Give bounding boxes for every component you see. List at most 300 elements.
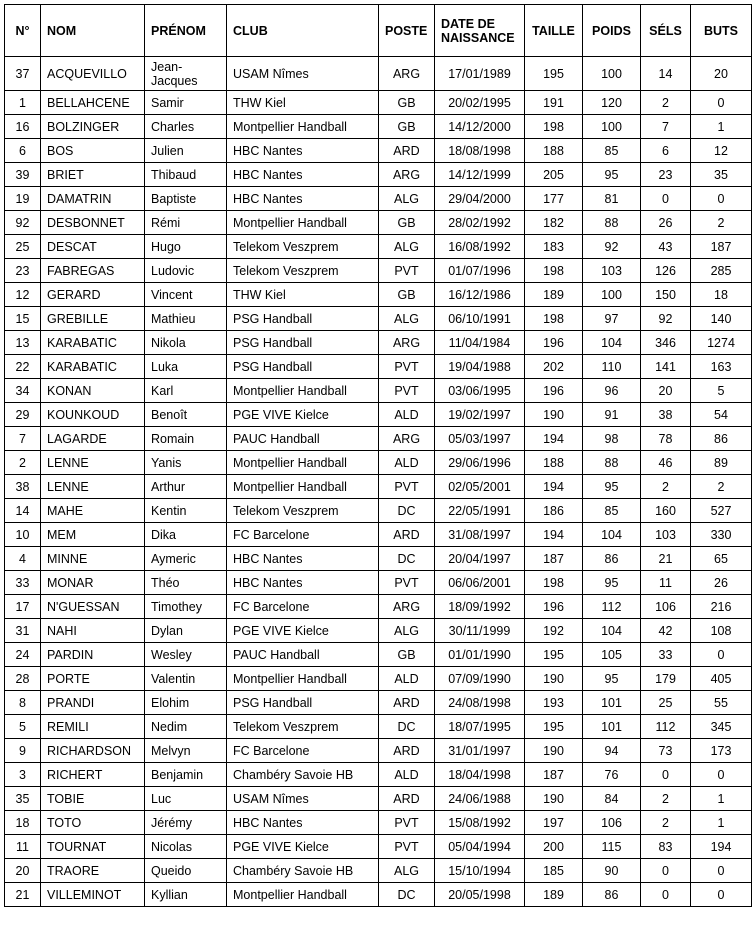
table-row xyxy=(5,739,752,763)
cell-sels: 11 xyxy=(641,571,691,595)
cell-date-naissance: 01/01/1990 xyxy=(435,643,525,667)
cell-buts: 0 xyxy=(691,643,752,667)
cell-buts: 108 xyxy=(691,619,752,643)
cell-club: HBC Nantes xyxy=(227,187,379,211)
table-row xyxy=(5,763,752,787)
table-row xyxy=(5,619,752,643)
table-row xyxy=(5,595,752,619)
table-row xyxy=(5,331,752,355)
cell-nom: MINNE xyxy=(41,547,145,571)
cell-poste: GB xyxy=(379,91,435,115)
cell-nom: DAMATRIN xyxy=(41,187,145,211)
cell-nom: KARABATIC xyxy=(41,331,145,355)
cell-number: 25 xyxy=(5,235,41,259)
cell-date-naissance: 16/12/1986 xyxy=(435,283,525,307)
cell-buts: 0 xyxy=(691,91,752,115)
cell-buts: 20 xyxy=(691,57,752,91)
cell-nom: MEM xyxy=(41,523,145,547)
cell-poste: GB xyxy=(379,283,435,307)
cell-poste: ALG xyxy=(379,235,435,259)
cell-sels: 103 xyxy=(641,523,691,547)
cell-taille: 196 xyxy=(525,331,583,355)
cell-sels: 83 xyxy=(641,835,691,859)
cell-taille: 188 xyxy=(525,139,583,163)
table-row xyxy=(5,57,752,91)
cell-date-naissance: 29/04/2000 xyxy=(435,187,525,211)
table-row xyxy=(5,691,752,715)
cell-nom: N'GUESSAN xyxy=(41,595,145,619)
cell-nom: GREBILLE xyxy=(41,307,145,331)
cell-taille: 202 xyxy=(525,355,583,379)
cell-buts: 345 xyxy=(691,715,752,739)
cell-buts: 35 xyxy=(691,163,752,187)
cell-poste: PVT xyxy=(379,355,435,379)
cell-taille: 182 xyxy=(525,211,583,235)
cell-poids: 110 xyxy=(583,355,641,379)
cell-club: Chambéry Savoie HB xyxy=(227,859,379,883)
cell-buts: 163 xyxy=(691,355,752,379)
header-sels: SÉLS xyxy=(641,5,691,57)
cell-club: Montpellier Handball xyxy=(227,211,379,235)
cell-poids: 88 xyxy=(583,451,641,475)
cell-prenom: Valentin xyxy=(145,667,227,691)
cell-date-naissance: 19/04/1988 xyxy=(435,355,525,379)
header-number: N° xyxy=(5,5,41,57)
table-row xyxy=(5,451,752,475)
cell-date-naissance: 16/08/1992 xyxy=(435,235,525,259)
cell-buts: 285 xyxy=(691,259,752,283)
cell-club: PSG Handball xyxy=(227,307,379,331)
cell-number: 92 xyxy=(5,211,41,235)
cell-sels: 73 xyxy=(641,739,691,763)
table-row xyxy=(5,499,752,523)
cell-poids: 97 xyxy=(583,307,641,331)
cell-nom: KARABATIC xyxy=(41,355,145,379)
table-row xyxy=(5,187,752,211)
cell-poste: GB xyxy=(379,115,435,139)
table-row xyxy=(5,571,752,595)
cell-club: PGE VIVE Kielce xyxy=(227,619,379,643)
cell-taille: 198 xyxy=(525,259,583,283)
cell-number: 1 xyxy=(5,91,41,115)
cell-taille: 183 xyxy=(525,235,583,259)
cell-poste: ARG xyxy=(379,163,435,187)
table-row xyxy=(5,859,752,883)
cell-buts: 86 xyxy=(691,427,752,451)
cell-prenom: Aymeric xyxy=(145,547,227,571)
cell-sels: 112 xyxy=(641,715,691,739)
cell-sels: 14 xyxy=(641,57,691,91)
cell-nom: TOBIE xyxy=(41,787,145,811)
cell-prenom: Benoît xyxy=(145,403,227,427)
cell-number: 35 xyxy=(5,787,41,811)
cell-nom: BELLAHCENE xyxy=(41,91,145,115)
cell-nom: TOURNAT xyxy=(41,835,145,859)
cell-prenom: Jean-Jacques xyxy=(145,57,227,91)
cell-club: PGE VIVE Kielce xyxy=(227,835,379,859)
table-row xyxy=(5,835,752,859)
table-row xyxy=(5,139,752,163)
cell-poids: 101 xyxy=(583,691,641,715)
cell-club: Montpellier Handball xyxy=(227,115,379,139)
table-row xyxy=(5,883,752,907)
cell-prenom: Samir xyxy=(145,91,227,115)
cell-buts: 18 xyxy=(691,283,752,307)
cell-sels: 126 xyxy=(641,259,691,283)
cell-nom: KOUNKOUD xyxy=(41,403,145,427)
cell-poste: ARD xyxy=(379,691,435,715)
cell-poste: ARD xyxy=(379,787,435,811)
cell-date-naissance: 11/04/1984 xyxy=(435,331,525,355)
cell-poids: 81 xyxy=(583,187,641,211)
cell-number: 24 xyxy=(5,643,41,667)
cell-nom: FABREGAS xyxy=(41,259,145,283)
cell-poste: ALD xyxy=(379,451,435,475)
cell-sels: 150 xyxy=(641,283,691,307)
cell-taille: 194 xyxy=(525,523,583,547)
cell-buts: 0 xyxy=(691,763,752,787)
cell-club: Montpellier Handball xyxy=(227,379,379,403)
cell-poste: ALG xyxy=(379,859,435,883)
table-row xyxy=(5,163,752,187)
cell-sels: 33 xyxy=(641,643,691,667)
cell-number: 10 xyxy=(5,523,41,547)
header-club: CLUB xyxy=(227,5,379,57)
cell-number: 21 xyxy=(5,883,41,907)
cell-buts: 173 xyxy=(691,739,752,763)
cell-poids: 115 xyxy=(583,835,641,859)
cell-prenom: Vincent xyxy=(145,283,227,307)
cell-club: Chambéry Savoie HB xyxy=(227,763,379,787)
cell-taille: 189 xyxy=(525,283,583,307)
table-row xyxy=(5,115,752,139)
table-row xyxy=(5,259,752,283)
cell-poids: 105 xyxy=(583,643,641,667)
cell-number: 31 xyxy=(5,619,41,643)
cell-taille: 187 xyxy=(525,547,583,571)
cell-number: 11 xyxy=(5,835,41,859)
cell-club: USAM Nîmes xyxy=(227,57,379,91)
cell-buts: 187 xyxy=(691,235,752,259)
table-row xyxy=(5,379,752,403)
cell-sels: 78 xyxy=(641,427,691,451)
cell-prenom: Timothey xyxy=(145,595,227,619)
header-date-naissance: DATE DE NAISSANCE xyxy=(435,5,525,57)
cell-prenom: Romain xyxy=(145,427,227,451)
table-row xyxy=(5,523,752,547)
cell-sels: 2 xyxy=(641,91,691,115)
cell-poste: ALD xyxy=(379,667,435,691)
cell-number: 6 xyxy=(5,139,41,163)
cell-nom: DESBONNET xyxy=(41,211,145,235)
header-row xyxy=(5,5,752,57)
cell-date-naissance: 20/04/1997 xyxy=(435,547,525,571)
cell-poste: ARD xyxy=(379,139,435,163)
cell-date-naissance: 18/07/1995 xyxy=(435,715,525,739)
cell-poste: GB xyxy=(379,643,435,667)
cell-taille: 188 xyxy=(525,451,583,475)
cell-taille: 200 xyxy=(525,835,583,859)
cell-poids: 85 xyxy=(583,139,641,163)
cell-club: PGE VIVE Kielce xyxy=(227,403,379,427)
cell-taille: 187 xyxy=(525,763,583,787)
cell-prenom: Baptiste xyxy=(145,187,227,211)
cell-sels: 0 xyxy=(641,763,691,787)
cell-prenom: Kentin xyxy=(145,499,227,523)
cell-sels: 2 xyxy=(641,787,691,811)
cell-sels: 179 xyxy=(641,667,691,691)
cell-number: 7 xyxy=(5,427,41,451)
cell-club: Montpellier Handball xyxy=(227,451,379,475)
cell-poids: 86 xyxy=(583,547,641,571)
cell-number: 17 xyxy=(5,595,41,619)
cell-taille: 195 xyxy=(525,643,583,667)
cell-poids: 90 xyxy=(583,859,641,883)
cell-sels: 6 xyxy=(641,139,691,163)
cell-prenom: Théo xyxy=(145,571,227,595)
cell-sels: 7 xyxy=(641,115,691,139)
cell-prenom: Thibaud xyxy=(145,163,227,187)
cell-poids: 98 xyxy=(583,427,641,451)
cell-taille: 198 xyxy=(525,571,583,595)
cell-taille: 190 xyxy=(525,667,583,691)
table-row xyxy=(5,787,752,811)
cell-number: 34 xyxy=(5,379,41,403)
cell-taille: 190 xyxy=(525,787,583,811)
cell-prenom: Yanis xyxy=(145,451,227,475)
cell-date-naissance: 15/10/1994 xyxy=(435,859,525,883)
cell-number: 22 xyxy=(5,355,41,379)
header-poids: POIDS xyxy=(583,5,641,57)
cell-poids: 95 xyxy=(583,475,641,499)
header-poste: POSTE xyxy=(379,5,435,57)
cell-poids: 95 xyxy=(583,163,641,187)
cell-poids: 100 xyxy=(583,115,641,139)
cell-poste: PVT xyxy=(379,835,435,859)
cell-club: Montpellier Handball xyxy=(227,475,379,499)
cell-number: 19 xyxy=(5,187,41,211)
cell-buts: 65 xyxy=(691,547,752,571)
cell-date-naissance: 03/06/1995 xyxy=(435,379,525,403)
cell-poids: 95 xyxy=(583,667,641,691)
cell-taille: 194 xyxy=(525,427,583,451)
cell-date-naissance: 18/08/1998 xyxy=(435,139,525,163)
cell-date-naissance: 30/11/1999 xyxy=(435,619,525,643)
cell-taille: 192 xyxy=(525,619,583,643)
cell-taille: 186 xyxy=(525,499,583,523)
cell-poste: PVT xyxy=(379,379,435,403)
cell-taille: 177 xyxy=(525,187,583,211)
cell-club: PSG Handball xyxy=(227,355,379,379)
cell-poste: GB xyxy=(379,211,435,235)
cell-club: Telekom Veszprem xyxy=(227,715,379,739)
cell-date-naissance: 19/02/1997 xyxy=(435,403,525,427)
cell-prenom: Benjamin xyxy=(145,763,227,787)
cell-taille: 190 xyxy=(525,739,583,763)
cell-date-naissance: 31/01/1997 xyxy=(435,739,525,763)
cell-number: 9 xyxy=(5,739,41,763)
cell-prenom: Nicolas xyxy=(145,835,227,859)
cell-number: 14 xyxy=(5,499,41,523)
cell-nom: DESCAT xyxy=(41,235,145,259)
cell-sels: 26 xyxy=(641,211,691,235)
table-body xyxy=(5,57,752,907)
cell-poids: 94 xyxy=(583,739,641,763)
cell-date-naissance: 29/06/1996 xyxy=(435,451,525,475)
table-row xyxy=(5,715,752,739)
cell-poids: 91 xyxy=(583,403,641,427)
cell-prenom: Karl xyxy=(145,379,227,403)
cell-buts: 2 xyxy=(691,475,752,499)
cell-taille: 195 xyxy=(525,57,583,91)
cell-poids: 104 xyxy=(583,523,641,547)
cell-buts: 0 xyxy=(691,859,752,883)
cell-number: 5 xyxy=(5,715,41,739)
cell-poids: 95 xyxy=(583,571,641,595)
cell-club: USAM Nîmes xyxy=(227,787,379,811)
cell-club: HBC Nantes xyxy=(227,571,379,595)
cell-club: Telekom Veszprem xyxy=(227,259,379,283)
cell-poids: 106 xyxy=(583,811,641,835)
cell-poste: ALG xyxy=(379,187,435,211)
cell-poste: PVT xyxy=(379,475,435,499)
cell-poids: 100 xyxy=(583,283,641,307)
cell-club: FC Barcelone xyxy=(227,523,379,547)
cell-buts: 216 xyxy=(691,595,752,619)
cell-sels: 20 xyxy=(641,379,691,403)
cell-club: PSG Handball xyxy=(227,691,379,715)
cell-club: Montpellier Handball xyxy=(227,667,379,691)
cell-number: 13 xyxy=(5,331,41,355)
cell-nom: NAHI xyxy=(41,619,145,643)
cell-club: Telekom Veszprem xyxy=(227,235,379,259)
cell-club: THW Kiel xyxy=(227,91,379,115)
cell-sels: 92 xyxy=(641,307,691,331)
cell-number: 15 xyxy=(5,307,41,331)
cell-prenom: Dika xyxy=(145,523,227,547)
cell-buts: 1274 xyxy=(691,331,752,355)
cell-buts: 12 xyxy=(691,139,752,163)
cell-sels: 38 xyxy=(641,403,691,427)
cell-club: FC Barcelone xyxy=(227,595,379,619)
cell-taille: 185 xyxy=(525,859,583,883)
cell-date-naissance: 20/05/1998 xyxy=(435,883,525,907)
cell-number: 39 xyxy=(5,163,41,187)
cell-nom: PARDIN xyxy=(41,643,145,667)
table-row xyxy=(5,235,752,259)
cell-sels: 25 xyxy=(641,691,691,715)
cell-poids: 100 xyxy=(583,57,641,91)
cell-poste: DC xyxy=(379,715,435,739)
cell-date-naissance: 28/02/1992 xyxy=(435,211,525,235)
cell-prenom: Hugo xyxy=(145,235,227,259)
cell-sels: 141 xyxy=(641,355,691,379)
cell-number: 29 xyxy=(5,403,41,427)
cell-number: 8 xyxy=(5,691,41,715)
cell-taille: 198 xyxy=(525,115,583,139)
cell-date-naissance: 14/12/1999 xyxy=(435,163,525,187)
cell-prenom: Elohim xyxy=(145,691,227,715)
cell-date-naissance: 01/07/1996 xyxy=(435,259,525,283)
cell-buts: 405 xyxy=(691,667,752,691)
cell-poids: 101 xyxy=(583,715,641,739)
cell-poste: ARG xyxy=(379,427,435,451)
cell-buts: 194 xyxy=(691,835,752,859)
cell-buts: 330 xyxy=(691,523,752,547)
cell-sels: 0 xyxy=(641,883,691,907)
cell-nom: RICHERT xyxy=(41,763,145,787)
cell-nom: BRIET xyxy=(41,163,145,187)
cell-taille: 191 xyxy=(525,91,583,115)
cell-nom: MAHE xyxy=(41,499,145,523)
cell-poste: PVT xyxy=(379,259,435,283)
cell-poids: 104 xyxy=(583,331,641,355)
cell-number: 2 xyxy=(5,451,41,475)
cell-taille: 198 xyxy=(525,307,583,331)
cell-nom: LAGARDE xyxy=(41,427,145,451)
cell-date-naissance: 07/09/1990 xyxy=(435,667,525,691)
cell-sels: 46 xyxy=(641,451,691,475)
header-taille: TAILLE xyxy=(525,5,583,57)
table-row xyxy=(5,91,752,115)
cell-number: 16 xyxy=(5,115,41,139)
table-row xyxy=(5,355,752,379)
cell-date-naissance: 20/02/1995 xyxy=(435,91,525,115)
cell-date-naissance: 15/08/1992 xyxy=(435,811,525,835)
cell-club: HBC Nantes xyxy=(227,139,379,163)
cell-nom: PORTE xyxy=(41,667,145,691)
table-row xyxy=(5,643,752,667)
cell-nom: BOLZINGER xyxy=(41,115,145,139)
cell-date-naissance: 18/04/1998 xyxy=(435,763,525,787)
cell-date-naissance: 02/05/2001 xyxy=(435,475,525,499)
cell-number: 28 xyxy=(5,667,41,691)
table-row xyxy=(5,403,752,427)
cell-taille: 195 xyxy=(525,715,583,739)
cell-taille: 197 xyxy=(525,811,583,835)
cell-prenom: Nikola xyxy=(145,331,227,355)
cell-buts: 5 xyxy=(691,379,752,403)
cell-sels: 160 xyxy=(641,499,691,523)
cell-poste: ARG xyxy=(379,595,435,619)
cell-buts: 140 xyxy=(691,307,752,331)
cell-poids: 76 xyxy=(583,763,641,787)
cell-prenom: Nedim xyxy=(145,715,227,739)
cell-date-naissance: 18/09/1992 xyxy=(435,595,525,619)
cell-date-naissance: 06/06/2001 xyxy=(435,571,525,595)
table-row xyxy=(5,547,752,571)
cell-sels: 346 xyxy=(641,331,691,355)
cell-club: THW Kiel xyxy=(227,283,379,307)
table-row xyxy=(5,667,752,691)
cell-date-naissance: 22/05/1991 xyxy=(435,499,525,523)
cell-sels: 21 xyxy=(641,547,691,571)
cell-poids: 112 xyxy=(583,595,641,619)
cell-poste: PVT xyxy=(379,811,435,835)
cell-buts: 1 xyxy=(691,811,752,835)
cell-prenom: Ludovic xyxy=(145,259,227,283)
cell-number: 4 xyxy=(5,547,41,571)
cell-date-naissance: 06/10/1991 xyxy=(435,307,525,331)
cell-nom: PRANDI xyxy=(41,691,145,715)
cell-taille: 193 xyxy=(525,691,583,715)
cell-sels: 42 xyxy=(641,619,691,643)
cell-prenom: Rémi xyxy=(145,211,227,235)
cell-prenom: Kyllian xyxy=(145,883,227,907)
cell-date-naissance: 17/01/1989 xyxy=(435,57,525,91)
cell-date-naissance: 31/08/1997 xyxy=(435,523,525,547)
cell-poste: ARD xyxy=(379,523,435,547)
